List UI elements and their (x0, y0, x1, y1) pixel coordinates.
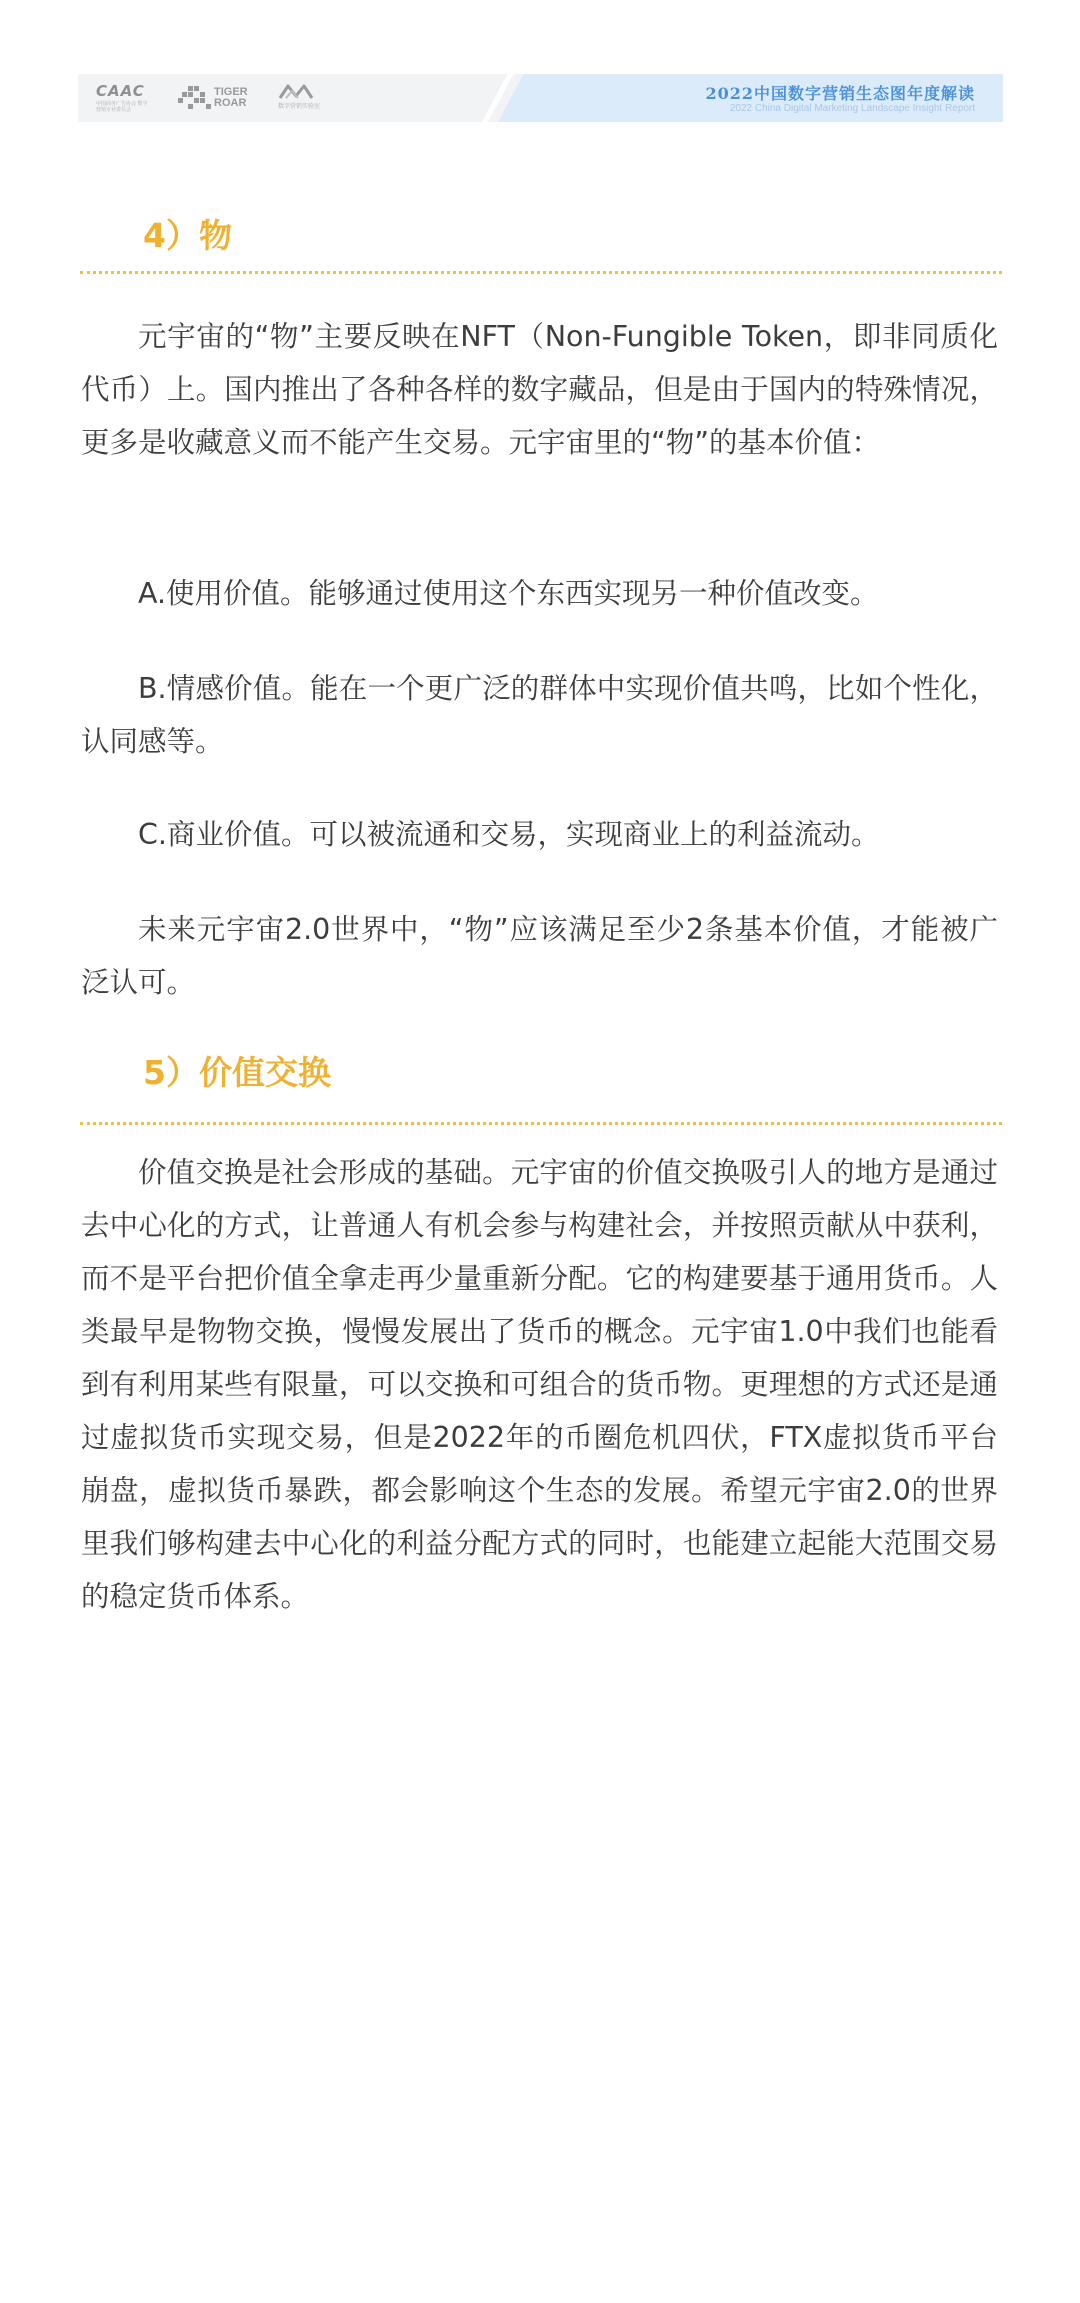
paragraph: 未来元宇宙2.0世界中，“物”应该满足至少2条基本价值，才能被广泛认可。 (81, 913, 998, 999)
caac-logo (96, 82, 152, 113)
section-heading-value-exchange: 5）价值交换 (143, 1053, 331, 1092)
header-banner (78, 74, 1003, 122)
m-logo-subtitle: 数字营销实验室 (278, 103, 321, 110)
paragraph: A.使用价值。能够通过使用这个东西实现另一种价值改变。 (138, 577, 879, 610)
tiger-roar-logo-text: TIGER ROAR (214, 86, 248, 109)
paragraph: 元宇宙的“物”主要反映在NFT（Non-Fungible Token，即非同质化代币）上。国内推出了各种各样的数字藏品，但是由于国内的特殊情况，更多是收藏意义而不能产生交易。元宇宙里的“物”的基本价值： (81, 320, 998, 459)
paragraph: B.情感价值。能在一个更广泛的群体中实现价值共鸣，比如个性化，认同感等。 (81, 672, 998, 758)
section-divider (80, 1122, 1002, 1125)
report-title: 2022中国数字营销生态图年度解读 (705, 84, 975, 103)
report-subtitle: 2022 China Digital Marketing Landscape Insight Report (729, 103, 975, 114)
m-logo-icon (278, 82, 318, 100)
tiger-roar-pixel-icon (178, 84, 212, 112)
caac-logo-mark: CAAC (96, 82, 145, 100)
paragraph: 价值交换是社会形成的基础。元宇宙的价值交换吸引人的地方是通过去中心化的方式，让普通人有机会参与构建社会，并按照贡献从中获利，而不是平台把价值全拿走再少量重新分配。它的构建要基于通用货币。人类最早是物物交换，慢慢发展出了货币的概念。元宇宙1.0中我们也能看到有利用某些有限量，可以交换和可组合的货币物。更理想的方式还是通过虚拟货币实现交易，但是2022年的币圈危机四伏，FTX虚拟货币平台崩盘，虚拟货币暴跌，都会影响这个生态的发展。希望元宇宙2.0的世界里我们够构建去中心化的利益分配方式的同时，也能建立起能大范围交易的稳定货币体系。 (81, 1156, 998, 1613)
section-heading-things: 4）物 (143, 216, 232, 255)
section-divider (80, 271, 1002, 274)
paragraph: C.商业价值。可以被流通和交易，实现商业上的利益流动。 (138, 818, 880, 851)
m-logo (278, 82, 320, 110)
tiger-roar-logo (178, 84, 248, 112)
caac-logo-subtitle: 中国商务广告协会 数字营销专业委员会 (96, 101, 148, 113)
